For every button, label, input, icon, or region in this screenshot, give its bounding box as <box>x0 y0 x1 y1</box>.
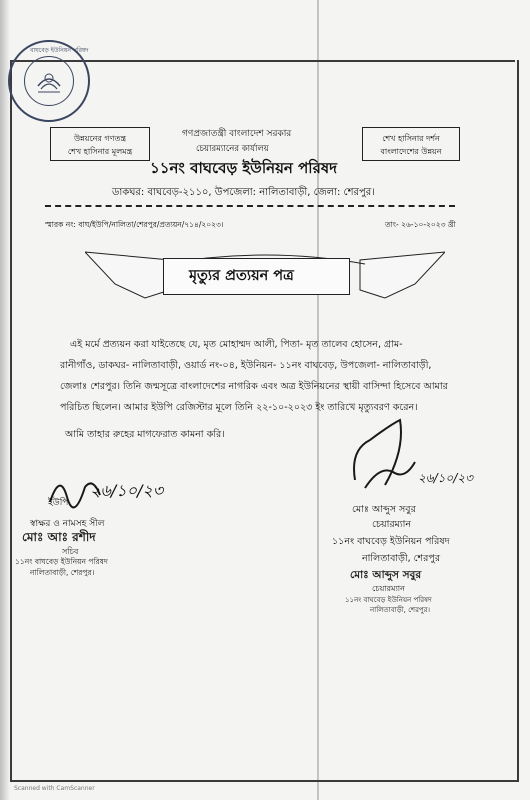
body-line-1: এই মর্মে প্রত্যয়ন করা যাইতেছে যে, মৃত মোহাম্মদ আলী, পিতা- মৃত তালেব হোসেন, গ্রাম- <box>70 339 403 350</box>
right-slogan-box <box>362 127 460 161</box>
left-slogan-line-2: শেখ হাসিনার মূলমন্ত্র <box>67 147 133 156</box>
paper-shadow-edge <box>0 0 10 800</box>
chairman-title: চেয়ারম্যান <box>372 519 412 530</box>
seal-text: বাঘবেড় ইউনিয়ন পরিষদ <box>30 47 89 54</box>
union-seal-stamp <box>8 40 90 122</box>
seal-inner-ring <box>24 56 74 106</box>
left-stamp-name: মোঃ আঃ রশীদ <box>22 530 96 544</box>
memo-number: স্মারক নং: বাঘ/ইউপি/নালিতা/শেরপুর/প্রত্যয়ন/৭১৪/২০২৩। <box>45 220 224 229</box>
left-stamp-place: নালিতাবাড়ী, শেরপুর। <box>30 568 95 577</box>
certificate-title: মৃত্যুর প্রত্যয়ন পত্র <box>189 268 294 284</box>
left-slogan-line-1: উন্নয়নের গণতন্ত্র <box>73 134 127 143</box>
union-name: ১১নং বাঘবেড় ইউনিয়ন পরিষদ <box>150 159 337 177</box>
body-line-2: রানীগাঁও, ডাকঘর- নালিতাবাড়ী, ওয়ার্ড নং-০৪, ইউনিয়ন- ১১নং বাঘবেড়, উপজেলা- নালিতাবাড়ী, <box>60 360 432 371</box>
left-slogan-box <box>50 127 150 161</box>
header-divider <box>45 205 455 207</box>
right-stamp-title: চেয়ারম্যান <box>372 584 405 593</box>
prayer-line: আমি তাহার রুহের মাগফেরাত কামনা করি। <box>65 429 225 440</box>
body-line-3: জেলাঃ শেরপুর। তিনি জন্মসূত্রে বাংলাদেশের নাগরিক এবং অত্র ইউনিয়নের স্থায়ী বাসিন্দা হিসেবে আমার <box>60 381 448 392</box>
footer-scan-mark: Scanned with CamScanner <box>14 785 95 792</box>
left-label-partial: ইউপি <box>48 498 69 508</box>
memo-date: তাং- ২৬-১০-২০২৩ খ্রী <box>385 220 456 229</box>
right-handwritten-date: ২৬/১০/২৩ <box>418 471 473 485</box>
left-handwritten-date: ২৬/১০/২৩ <box>90 481 164 500</box>
right-stamp-name: মোঃ আব্দুস সবুর <box>350 569 422 581</box>
title-ribbon <box>85 250 445 320</box>
chairman-place: নালিতাবাড়ী, শেরপুর <box>362 553 441 564</box>
chairman-org: ১১নং বাঘবেড় ইউনিয়ন পরিষদ <box>332 536 450 547</box>
right-slogan-line-2: বাংলাদেশের উন্নয়ন <box>380 147 442 156</box>
left-signature-caption: স্বাক্ষর ও নামসহ সীল <box>30 519 105 529</box>
right-slogan-line-1: শেখ হাসিনার দর্শন <box>382 134 440 143</box>
left-stamp-title: সচিব <box>62 547 79 556</box>
office-name: চেয়ারম্যানের কার্যালয় <box>196 144 269 154</box>
govt-name: গণপ্রজাতন্ত্রী বাংলাদেশ সরকার <box>182 129 292 139</box>
body-line-4: পরিচিত ছিলেন। আমার ইউপি রেজিস্টার মূলে তিনি ২২-১০-২০২৩ ইং তারিখে মৃত্যুবরণ করেন। <box>60 402 418 413</box>
right-stamp-org: ১১নং বাঘবেড় ইউনিয়ন পরিষদ <box>345 596 432 604</box>
left-stamp-org: ১১নং বাঘবেড় ইউনিয়ন পরিষদ <box>15 557 108 566</box>
right-stamp-place: নালিতাবাড়ী, শেরপুর। <box>370 606 431 614</box>
union-address: ডাকঘর: বাঘবেড়-২১১০, উপজেলা: নালিতাবাড়ী, জেলা: শেরপুর। <box>112 187 375 198</box>
chairman-name: মোঃ আব্দুস সবুর <box>352 504 416 515</box>
